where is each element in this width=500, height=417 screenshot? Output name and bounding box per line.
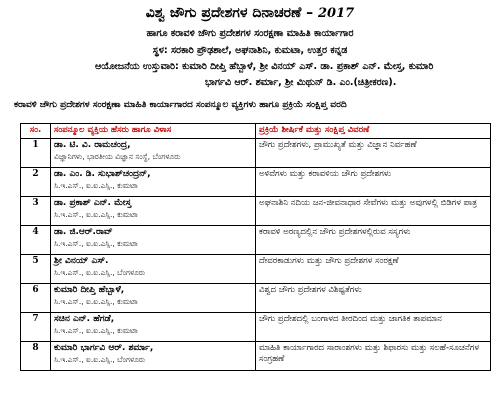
table-row	[21, 226, 491, 255]
person-name: ಡಾ. ಜಿ.ಆರ್.ರಾವ್	[54, 227, 113, 237]
header-topic: ಪ್ರಕ್ರಿಯೆ ಶೀರ್ಷಿಕೆ ಮತ್ತು ಸಂಕ್ಷಿಪ್ತ ವಿವರಣೆ	[256, 124, 491, 139]
table-row	[21, 168, 491, 197]
row-number: 8	[21, 342, 51, 371]
person-cell	[51, 197, 256, 226]
person-name: ಡಾ. ಪ್ರಕಾಶ್ ಎನ್. ಮೇಸ್ತ	[54, 198, 132, 208]
table-row	[21, 313, 491, 342]
section-title: ಕರಾವಳಿ ಜೌಗು ಪ್ರದೇಶಗಳ ಸಂರಕ್ಷಣಾ ಮಾಹಿತಿ ಕಾರ್ಯಾಗಾರದ ಸಂಪನ್ಮೂಲ ವ್ಯಕ್ತಿಗಳು ಹಾಗೂ ಪ್ರಕ್ರಿಯೆ ಸಂಕ್ಷಿಪ್ತ ವರದಿ	[14, 100, 347, 110]
person-affiliation: ಸಿ.ಇ.ಎಸ್., ಐ.ಐ.ಎಸ್ಸಿ., ಬೆಂಗಳೂರು	[54, 268, 146, 277]
person-affiliation: ಸಿ.ಇ.ಎಸ್., ಐ.ಐ.ಎಸ್ಸಿ., ಕುಮಟಾ	[54, 326, 138, 335]
person-affiliation: ಸಿ.ಇ.ಎಸ್., ಐ.ಐ.ಎಸ್ಸಿ., ಕುಮಟಾ	[54, 297, 138, 306]
row-number: 7	[21, 313, 51, 342]
topic-cell: ಕರಾವಳಿ ಅರಣ್ಯದಲ್ಲಿನ ಜೌಗು ಪ್ರದೇಶಗಳಲ್ಲಿರುವ ಸಸ್ಯಗಳು	[256, 226, 491, 255]
person-cell	[51, 342, 256, 371]
organizers-line-1: ಆಯೋಜನೆಯ ಉಸ್ತುವಾರಿ: ಕುಮಾರಿ ದೀಪ್ತಿ ಹೆಬ್ಬಾಳೆ, ಶ್ರೀ ವಿನಯ್ ಎಸ್. ಡಾ. ಪ್ರಕಾಶ್ ಎನ್. ಮೇಸ್ತ, ಕುಮಾರಿ	[95, 61, 434, 72]
topic-cell: ಜೌಗು ಪ್ರದೇಶದಲ್ಲಿ ಬಂಗಾಳದ ತೀರದಿಂದ ಮತ್ತು ಜಾಗತಿಕ ತಾಪಮಾನ	[256, 313, 491, 342]
row-number: 2	[21, 168, 51, 197]
topic-cell: ವಿಶ್ವದ ಜೌಗು ಪ್ರದೇಶಗಳ ವಿಶಿಷ್ಟತೆಗಳು	[256, 284, 491, 313]
person-affiliation: ಸಿ.ಇ.ಎಸ್., ಐ.ಐ.ಎಸ್ಸಿ., ಕುಮಟಾ	[54, 239, 138, 248]
row-number: 5	[21, 255, 51, 284]
row-number: 6	[21, 284, 51, 313]
person-name: ಕುಮಾರಿ ಭಾರ್ಗವಿ ಆರ್. ಶರ್ಮಾ,	[54, 343, 154, 353]
table-row	[21, 284, 491, 313]
person-name: ಶ್ರೀ ವಿನಯ್ ಎಸ್.	[54, 256, 109, 266]
person-cell	[51, 313, 256, 342]
person-cell	[51, 168, 256, 197]
topic-cell: ಮಾಹಿತಿ ಕಾರ್ಯಾಗಾರದ ಸಾರಾಂಶಗಳು ಮತ್ತು ಶಿಫಾರಸು ಮತ್ತು ಸಲಹೆ-ಸೂಚನೆಗಳ ಸಂಗ್ರಹಣೆ	[256, 342, 491, 371]
row-number: 4	[21, 226, 51, 255]
person-affiliation: ವಿಜ್ಞಾನಿಗಳು, ಭಾರತೀಯ ವಿಜ್ಞಾನ ಸಂಸ್ಥೆ, ಬೆಂಗಳೂರು	[54, 152, 181, 161]
person-cell	[51, 226, 256, 255]
row-number: 3	[21, 197, 51, 226]
row-number: 1	[21, 139, 51, 168]
topic-cell: ದೇವರಕಾಡುಗಳು ಮತ್ತು ಜೌಗು ಪ್ರದೇಶಗಳ ಸಂರಕ್ಷಣೆ	[256, 255, 491, 284]
person-name: ಸಚಿನ ಎನ್. ಹೆಗಡೆ,	[54, 314, 115, 324]
table-row	[21, 342, 491, 371]
person-affiliation: ಸಿ.ಇ.ಎಸ್., ಐ.ಐ.ಎಸ್ಸಿ., ಕುಮಟಾ	[54, 210, 138, 219]
title-text: ವಿಶ್ವ ಜೌಗು ಪ್ರದೇಶಗಳ ದಿನಾಚರಣೆ –	[145, 5, 314, 21]
table-header-row	[21, 124, 491, 139]
person-affiliation: ಸಿ.ಇ.ಎಸ್., ಐ.ಐ.ಎಸ್ಸಿ., ಬೆಂಗಳೂರು	[54, 355, 146, 364]
organizers-line-2: ಭಾರ್ಗವಿ ಆರ್. ಶರ್ಮಾ, ಶ್ರೀ ಮಿಥುನ್ ಡಿ. ಎಂ.(ಚಿತ್ರೀಕರಣ).	[205, 77, 397, 88]
subtitle-line-1: ಹಾಗೂ ಕರಾವಳಿ ಜೌಗು ಪ್ರದೇಶಗಳ ಸಂರಕ್ಷಣಾ ಮಾಹಿತಿ ಕಾರ್ಯಾಗಾರ	[146, 28, 354, 39]
header-name-address: ಸಂಪನ್ಮೂಲ ವ್ಯಕ್ತಿಯ ಹೆಸರು ಹಾಗೂ ವಿಳಾಸ	[51, 124, 256, 139]
person-cell	[51, 284, 256, 313]
person-affiliation: ಸಿ.ಇ.ಎಸ್., ಐ.ಐ.ಎಸ್ಸಿ., ಕುಮಟಾ	[54, 181, 138, 190]
page-title	[0, 5, 500, 21]
table-row	[21, 197, 491, 226]
person-cell	[51, 255, 256, 284]
topic-cell: ಅಘನಾಶಿನಿ ನದಿಯ ಜನ-ಜೀವನಾಧಾರ ಸೇವೆಗಳು ಮತ್ತು ಅವುಗಳಲ್ಲಿ ಬಿಡಿಗಳ ಪಾತ್ರ	[256, 197, 491, 226]
resource-persons-table	[20, 123, 491, 371]
venue-line: ಸ್ಥಳ: ಸರಕಾರಿ ಪ್ರೌಢಶಾಲೆ, ಅಘನಾಶಿನಿ, ಕುಮಟಾ, ಉತ್ತರ ಕನ್ನಡ	[152, 45, 348, 56]
table-row	[21, 255, 491, 284]
person-name: ಕುಮಾರಿ ದೀಪ್ತಿ ಹೆಬ್ಬಾಳೆ,	[54, 285, 125, 295]
person-name: ಡಾ. ಟಿ. ವಿ. ರಾಮಚಂದ್ರ,	[54, 140, 131, 150]
person-name: ಡಾ. ಎಂ. ಡಿ. ಸುಭಾಶ್‌ಚಂದ್ರನ್,	[54, 169, 151, 179]
topic-cell: ಜೌಗು ಪ್ರದೇಶಗಳು, ಪ್ರಾಮುಖ್ಯತೆ ಮತ್ತು ವಿಜ್ಞಾನ ನಿರ್ವಹಣೆ	[256, 139, 491, 168]
header-number: ಸಂ.	[21, 124, 51, 139]
person-cell	[51, 139, 256, 168]
table-row	[21, 139, 491, 168]
title-year: 2017	[318, 6, 355, 21]
topic-cell: ಅಳಿವೆಗಳು ಮತ್ತು ಕರಾವಳಿಯ ಜೌಗು ಪ್ರದೇಶಗಳು	[256, 168, 491, 197]
